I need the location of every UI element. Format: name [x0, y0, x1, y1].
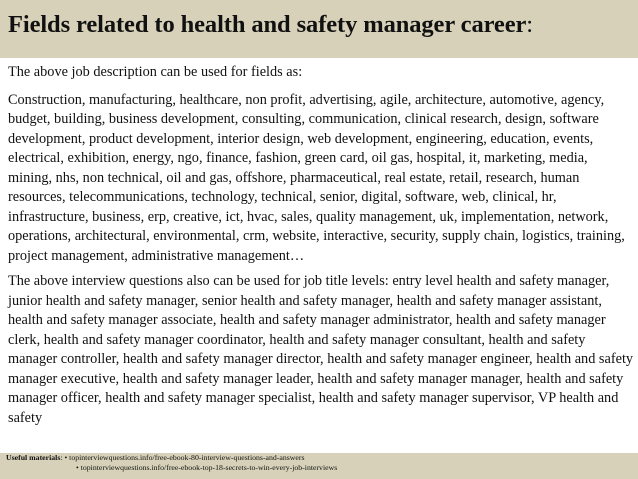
footer-row-1 [6, 453, 638, 463]
footer-separator: : • [60, 453, 70, 462]
slide-title-text: Fields related to health and safety manager career [8, 11, 527, 38]
slide-body [8, 63, 634, 428]
footer-row-2 [6, 463, 638, 473]
intro-text: The above job description can be used for fields as: [8, 64, 303, 80]
footer-link-ebook-18-secrets[interactable]: topinterviewquestions.info/free-ebook-top-18-secrets-to-win-every-job-interviews [80, 462, 338, 472]
slide-title [8, 11, 638, 39]
slide-title-colon: : [526, 11, 533, 38]
job-levels-text: The above interview questions also can be used for job title levels: entry level health and safety manager, junior health and safety manager, senior health and safety manager, health and safety manager assistant, health and safety manager associate, health and safety manager administrator, health and safety manager clerk, health and safety manager coordinator, health and safety manager consultant, health and safety manager controller, health and safety manager director, health and safety manager engineer, health and safety manager executive, health and safety manager leader, health and safety manager manager, health and safety manager officer, health and safety manager specialist, health and safety manager supervisor, VP health and safety [8, 273, 634, 426]
footer-bullet: • [76, 462, 81, 472]
footer-label: Useful materials [6, 453, 61, 462]
fields-list-text: Construction, manufacturing, healthcare, non profit, advertising, agile, architecture, automotive, agency, budget, building, business development, consulting, communication, clinical research, design, software development, product development, interior design, web development, engineering, education, events, electrical, exhibition, energy, ngo, finance, fashion, green card, oil gas, hospital, it, marketing, media, mining, nhs, non technical, oil and gas, offshore, pharmaceutical, real estate, retail, research, human resources, telecommunications, technology, technical, senior, digital, software, web, clinical, hr, infrastructure, business, erp, creative, ict, hvac, sales, quality management, uk, implementation, network, operations, architectural, environmental, crm, website, interactive, security, supply chain, logistics, training, project management, administrative management… [8, 91, 625, 264]
footer-link-ebook-80-questions[interactable]: topinterviewquestions.info/free-ebook-80-interview-questions-and-answers [69, 453, 305, 462]
slide-footer [0, 453, 638, 479]
slide-header [0, 0, 638, 58]
